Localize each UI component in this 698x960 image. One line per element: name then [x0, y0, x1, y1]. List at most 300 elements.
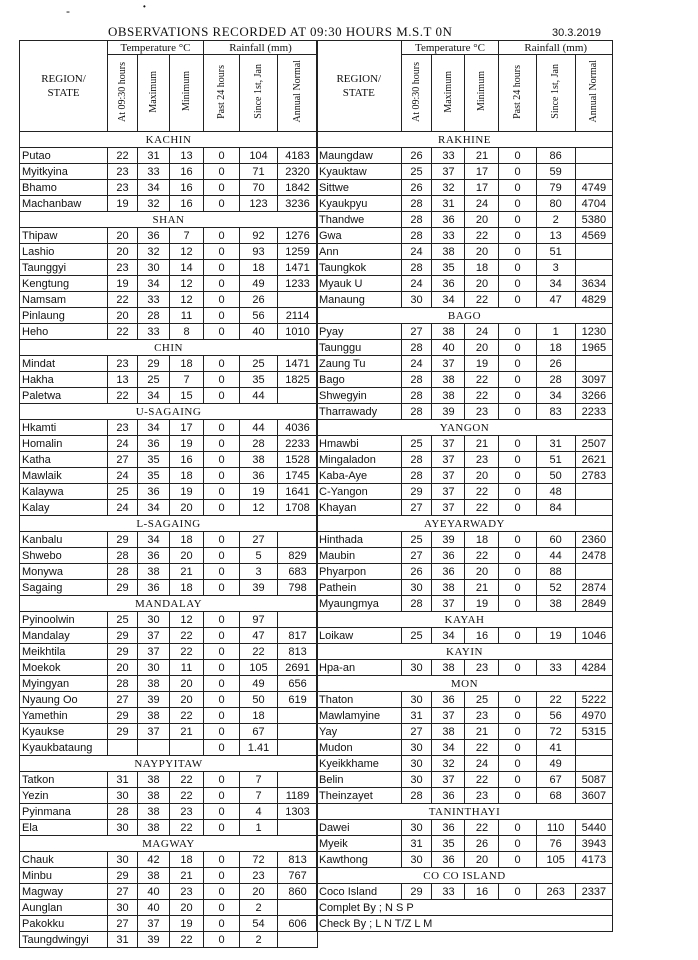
annual-cell: 1528: [278, 452, 318, 468]
maximum-header-text: Maximum: [148, 70, 159, 113]
at0930-cell: 30: [401, 772, 432, 788]
annual-cell: 813: [278, 852, 318, 868]
table-row: [317, 820, 613, 836]
since1jan-cell: 68: [536, 788, 575, 804]
table-row: [317, 196, 613, 212]
station-name: Phyarpon: [317, 564, 402, 580]
table-row: [20, 308, 318, 324]
minimum-cell: 22: [170, 820, 204, 836]
since1jan-cell: 13: [536, 228, 575, 244]
table-row: [317, 852, 613, 868]
at0930-cell: 30: [108, 820, 138, 836]
maximum-cell: 34: [138, 420, 170, 436]
since1jan-cell: 2: [536, 212, 575, 228]
past24-cell: 0: [499, 788, 536, 804]
annual-cell: 606: [278, 916, 318, 932]
station-name: Chauk: [20, 852, 108, 868]
past24-cell: 0: [499, 452, 536, 468]
since1jan-cell: 5: [240, 548, 278, 564]
since1jan-cell: 80: [536, 196, 575, 212]
table-row: [20, 436, 318, 452]
section-title: MANDALAY: [20, 596, 318, 612]
past24-cell: 0: [204, 628, 240, 644]
annual-cell: 1471: [278, 260, 318, 276]
table-row: [317, 692, 613, 708]
past24-cell: 0: [499, 628, 536, 644]
maximum-cell: 36: [432, 788, 465, 804]
annual-cell: 5380: [575, 212, 612, 228]
since1jan-cell: 84: [536, 500, 575, 516]
annual-cell: 1189: [278, 788, 318, 804]
minimum-header-text: Minimum: [181, 71, 192, 112]
temperature-header: Temperature °C: [108, 41, 204, 55]
minimum-cell: 20: [170, 500, 204, 516]
table-row: [317, 164, 613, 180]
at0930-cell: 23: [108, 180, 138, 196]
station-name: Maungdaw: [317, 148, 402, 164]
station-name: Shwebo: [20, 548, 108, 564]
table-row: [20, 916, 318, 932]
at0930-cell: 28: [401, 212, 432, 228]
at0930-cell: 30: [108, 788, 138, 804]
table-row: [20, 692, 318, 708]
station-name: Hmawbi: [317, 436, 402, 452]
past24-cell: 0: [204, 884, 240, 900]
section-row: [317, 308, 613, 324]
past24-cell: 0: [204, 820, 240, 836]
table-row: [20, 244, 318, 260]
station-name: Manaung: [317, 292, 402, 308]
past24-cell: 0: [204, 180, 240, 196]
section-title: CHIN: [20, 340, 318, 356]
station-name: Kyaukse: [20, 724, 108, 740]
at0930-cell: 29: [108, 724, 138, 740]
station-name: Lashio: [20, 244, 108, 260]
at0930-cell: 31: [108, 772, 138, 788]
maximum-cell: 39: [138, 692, 170, 708]
minimum-cell: 18: [465, 532, 499, 548]
minimum-cell: 20: [465, 340, 499, 356]
at0930-cell: 24: [401, 244, 432, 260]
minimum-cell: 20: [170, 692, 204, 708]
annual-cell: 5440: [575, 820, 612, 836]
at0930-cell: 22: [108, 292, 138, 308]
station-name: Mandalay: [20, 628, 108, 644]
at0930-cell: 29: [108, 708, 138, 724]
annual-cell: 3097: [575, 372, 612, 388]
region-header-right: [317, 41, 402, 132]
station-name: Maubin: [317, 548, 402, 564]
report-date: 30.3.2019: [552, 27, 601, 39]
maximum-cell: 35: [432, 260, 465, 276]
annual-cell: 3634: [575, 276, 612, 292]
annual-cell: 1046: [575, 628, 612, 644]
at0930-cell: 20: [108, 244, 138, 260]
past24-cell: 0: [499, 708, 536, 724]
table-row: [317, 228, 613, 244]
past24-cell: 0: [204, 196, 240, 212]
since1jan-cell: 52: [536, 580, 575, 596]
since1jan-cell: 19: [536, 628, 575, 644]
minimum-cell: 22: [170, 628, 204, 644]
table-row: [317, 436, 613, 452]
annual-cell: [575, 164, 612, 180]
maximum-cell: 34: [138, 500, 170, 516]
station-name: Taunggyi: [20, 260, 108, 276]
maximum-cell: 34: [138, 180, 170, 196]
since1jan-cell: 33: [536, 660, 575, 676]
annual-cell: 1259: [278, 244, 318, 260]
table-row: [317, 724, 613, 740]
at0930-cell: 28: [108, 804, 138, 820]
past24-cell: 0: [204, 244, 240, 260]
annual-cell: [575, 740, 612, 756]
minimum-cell: 13: [170, 148, 204, 164]
at0930-cell: 28: [401, 596, 432, 612]
at0930-cell: 24: [108, 500, 138, 516]
maximum-cell: 33: [432, 884, 465, 900]
minimum-cell: 21: [465, 436, 499, 452]
station-name: Myeik: [317, 836, 402, 852]
maximum-cell: 36: [138, 580, 170, 596]
minimum-cell: 20: [465, 468, 499, 484]
maximum-cell: 36: [138, 548, 170, 564]
station-name: Mingaladon: [317, 452, 402, 468]
since1jan-header-right-text: Since 1st, Jan: [550, 64, 562, 119]
right-table-body: [317, 132, 613, 932]
table-row: [20, 740, 318, 756]
since1jan-cell: 49: [536, 756, 575, 772]
at0930-cell: 24: [401, 276, 432, 292]
annual-cell: 5315: [575, 724, 612, 740]
minimum-cell: 12: [170, 244, 204, 260]
annual-cell: 2783: [575, 468, 612, 484]
past24-cell: 0: [499, 340, 536, 356]
since1jan-cell: 41: [536, 740, 575, 756]
maximum-cell: 37: [432, 468, 465, 484]
minimum-cell: 18: [170, 580, 204, 596]
table-row: [317, 148, 613, 164]
station-name: Kengtung: [20, 276, 108, 292]
station-name: Kyaukbataung: [20, 740, 108, 756]
at0930-cell: 30: [401, 692, 432, 708]
maximum-cell: 38: [138, 788, 170, 804]
section-row: [317, 868, 613, 884]
maximum-cell: 38: [138, 708, 170, 724]
station-name: Kaba-Aye: [317, 468, 402, 484]
table-row: [317, 212, 613, 228]
station-name: Thaton: [317, 692, 402, 708]
at0930-cell: 30: [401, 580, 432, 596]
station-name: Heho: [20, 324, 108, 340]
at0930-cell: 24: [401, 356, 432, 372]
table-row: [20, 932, 318, 948]
at0930-cell: 25: [401, 628, 432, 644]
past24-cell: 0: [204, 708, 240, 724]
table-row: [20, 820, 318, 836]
since1jan-cell: 76: [536, 836, 575, 852]
past24-cell: 0: [499, 820, 536, 836]
minimum-cell: 23: [465, 708, 499, 724]
maximum-cell: 36: [432, 548, 465, 564]
past24-cell: 0: [204, 372, 240, 388]
temperature-header-right: Temperature °C: [401, 41, 499, 55]
at0930-cell: 20: [108, 308, 138, 324]
annual-cell: 829: [278, 548, 318, 564]
maximum-cell: 31: [432, 196, 465, 212]
past24-cell: 0: [204, 660, 240, 676]
at0930-cell: 28: [401, 196, 432, 212]
annual-cell: 1965: [575, 340, 612, 356]
since1jan-cell: 123: [240, 196, 278, 212]
minimum-cell: 20: [465, 564, 499, 580]
minimum-cell: 22: [170, 788, 204, 804]
table-row: [20, 628, 318, 644]
past24-cell: 0: [499, 388, 536, 404]
since1jan-cell: 71: [240, 164, 278, 180]
past24-cell: 0: [499, 244, 536, 260]
table-row: [317, 836, 613, 852]
table-row: [20, 644, 318, 660]
at0930-cell: 25: [108, 484, 138, 500]
station-name: Nyaung Oo: [20, 692, 108, 708]
annual-cell: 2233: [575, 404, 612, 420]
minimum-header: [170, 55, 204, 132]
maximum-cell: 37: [138, 644, 170, 660]
minimum-cell: [170, 740, 204, 756]
maximum-cell: 37: [138, 724, 170, 740]
table-row: [317, 324, 613, 340]
station-name: Pyay: [317, 324, 402, 340]
past24-cell: 0: [499, 404, 536, 420]
table-row: [317, 564, 613, 580]
maximum-cell: 38: [432, 660, 465, 676]
minimum-cell: 23: [170, 884, 204, 900]
at0930-header-right: [401, 55, 432, 132]
maximum-cell: 36: [432, 692, 465, 708]
annual-cell: 3266: [575, 388, 612, 404]
minimum-cell: 19: [170, 484, 204, 500]
past24-cell: 0: [204, 420, 240, 436]
minimum-cell: 22: [170, 708, 204, 724]
table-row: [317, 660, 613, 676]
minimum-cell: 22: [170, 932, 204, 948]
minimum-cell: 22: [465, 500, 499, 516]
section-title: L-SAGAING: [20, 516, 318, 532]
maximum-cell: 38: [432, 372, 465, 388]
annual-cell: [278, 820, 318, 836]
section-row: [20, 340, 318, 356]
minimum-cell: 11: [170, 308, 204, 324]
since1jan-cell: 49: [240, 676, 278, 692]
annual-cell: 3236: [278, 196, 318, 212]
minimum-cell: 20: [170, 676, 204, 692]
since1jan-cell: 105: [240, 660, 278, 676]
annual-cell: [575, 244, 612, 260]
since1jan-cell: 12: [240, 500, 278, 516]
since1jan-cell: 31: [536, 436, 575, 452]
section-title: BAGO: [317, 308, 613, 324]
minimum-header-right: [465, 55, 499, 132]
past24-cell: 0: [499, 564, 536, 580]
station-name: Zaung Tu: [317, 356, 402, 372]
at0930-cell: 23: [108, 260, 138, 276]
at0930-cell: 23: [108, 420, 138, 436]
past24-cell: 0: [499, 436, 536, 452]
maximum-cell: 40: [138, 900, 170, 916]
minimum-cell: 18: [170, 468, 204, 484]
at0930-cell: 24: [108, 468, 138, 484]
maximum-cell: 32: [432, 756, 465, 772]
footer-row: [317, 900, 613, 916]
since1jan-cell: 1: [240, 820, 278, 836]
at0930-cell: 30: [108, 900, 138, 916]
minimum-cell: 16: [465, 884, 499, 900]
station-name: Putao: [20, 148, 108, 164]
annual-cell: [278, 612, 318, 628]
past24-cell: 0: [499, 596, 536, 612]
section-row: [317, 644, 613, 660]
since1jan-cell: 72: [536, 724, 575, 740]
section-title: KACHIN: [20, 132, 318, 148]
station-name: Sittwe: [317, 180, 402, 196]
station-name: Myingyan: [20, 676, 108, 692]
annual-cell: 4704: [575, 196, 612, 212]
past24-cell: 0: [204, 916, 240, 932]
since1jan-cell: 38: [240, 452, 278, 468]
station-name: Katha: [20, 452, 108, 468]
past24-cell: 0: [499, 356, 536, 372]
at0930-cell: 27: [401, 500, 432, 516]
maximum-cell: 36: [432, 564, 465, 580]
maximum-cell: 38: [432, 580, 465, 596]
station-name: Moekok: [20, 660, 108, 676]
station-name: Meikhtila: [20, 644, 108, 660]
past24-cell: 0: [204, 324, 240, 340]
table-row: [20, 532, 318, 548]
table-row: [20, 276, 318, 292]
annual-cell: 4749: [575, 180, 612, 196]
maximum-cell: 36: [138, 436, 170, 452]
minimum-cell: 26: [465, 836, 499, 852]
table-row: [20, 452, 318, 468]
maximum-cell: 30: [138, 660, 170, 676]
maximum-cell: 39: [432, 404, 465, 420]
station-name: Minbu: [20, 868, 108, 884]
since1jan-cell: 92: [240, 228, 278, 244]
at0930-cell: 22: [108, 324, 138, 340]
minimum-cell: 22: [465, 740, 499, 756]
table-row: [20, 388, 318, 404]
at0930-cell: 26: [401, 148, 432, 164]
past24-cell: 0: [204, 724, 240, 740]
past24-cell: 0: [204, 532, 240, 548]
since1jan-cell: 54: [240, 916, 278, 932]
annual-cell: [278, 740, 318, 756]
station-name: Loikaw: [317, 628, 402, 644]
table-row: [20, 196, 318, 212]
annual-cell: 619: [278, 692, 318, 708]
since1jan-cell: 44: [536, 548, 575, 564]
minimum-cell: 7: [170, 372, 204, 388]
since1jan-cell: 83: [536, 404, 575, 420]
at0930-cell: 23: [108, 164, 138, 180]
table-row: [20, 852, 318, 868]
at0930-cell: 20: [108, 228, 138, 244]
station-name: Khayan: [317, 500, 402, 516]
table-row: [20, 772, 318, 788]
since1jan-cell: 27: [240, 532, 278, 548]
past24-cell: 0: [204, 852, 240, 868]
maximum-cell: 37: [432, 356, 465, 372]
at0930-cell: 29: [108, 644, 138, 660]
station-name: Machanbaw: [20, 196, 108, 212]
annual-cell: [278, 388, 318, 404]
rainfall-header-right: Rainfall (mm): [499, 41, 613, 55]
since1jan-cell: 104: [240, 148, 278, 164]
since1jan-cell: 7: [240, 788, 278, 804]
annual-header: [278, 55, 318, 132]
section-row: [317, 420, 613, 436]
minimum-cell: 8: [170, 324, 204, 340]
at0930-cell: 31: [401, 836, 432, 852]
annual-cell: 2874: [575, 580, 612, 596]
at0930-cell: 28: [401, 228, 432, 244]
minimum-cell: 19: [465, 596, 499, 612]
section-title: AYEYARWADY: [317, 516, 613, 532]
annual-cell: 2621: [575, 452, 612, 468]
section-row: [20, 404, 318, 420]
station-name: Myaungmya: [317, 596, 402, 612]
past24-cell: 0: [499, 692, 536, 708]
station-name: Hakha: [20, 372, 108, 388]
annual-cell: 5087: [575, 772, 612, 788]
table-row: [20, 660, 318, 676]
past24-cell: 0: [204, 900, 240, 916]
annual-cell: 1233: [278, 276, 318, 292]
maximum-cell: 28: [138, 308, 170, 324]
at0930-cell: 27: [401, 324, 432, 340]
section-row: [20, 596, 318, 612]
since1jan-cell: 1.41: [240, 740, 278, 756]
maximum-cell: 38: [432, 324, 465, 340]
since1jan-cell: 20: [240, 884, 278, 900]
since1jan-cell: 93: [240, 244, 278, 260]
annual-cell: [278, 932, 318, 948]
maximum-cell: 30: [138, 612, 170, 628]
past24-cell: 0: [204, 276, 240, 292]
annual-cell: 5222: [575, 692, 612, 708]
past24-cell: 0: [499, 372, 536, 388]
past24-cell: 0: [499, 468, 536, 484]
annual-cell: [575, 756, 612, 772]
station-name: Homalin: [20, 436, 108, 452]
annual-cell: 2507: [575, 436, 612, 452]
at0930-cell: 30: [401, 756, 432, 772]
minimum-cell: 17: [465, 180, 499, 196]
past24-cell: 0: [204, 308, 240, 324]
minimum-cell: 21: [170, 868, 204, 884]
past24-cell: 0: [204, 468, 240, 484]
table-row: [317, 404, 613, 420]
at0930-cell: 31: [108, 932, 138, 948]
at0930-cell: 29: [108, 868, 138, 884]
annual-cell: 1230: [575, 324, 612, 340]
annual-cell: 2114: [278, 308, 318, 324]
past24-cell: 0: [499, 884, 536, 900]
since1jan-cell: 60: [536, 532, 575, 548]
annual-cell: 4970: [575, 708, 612, 724]
